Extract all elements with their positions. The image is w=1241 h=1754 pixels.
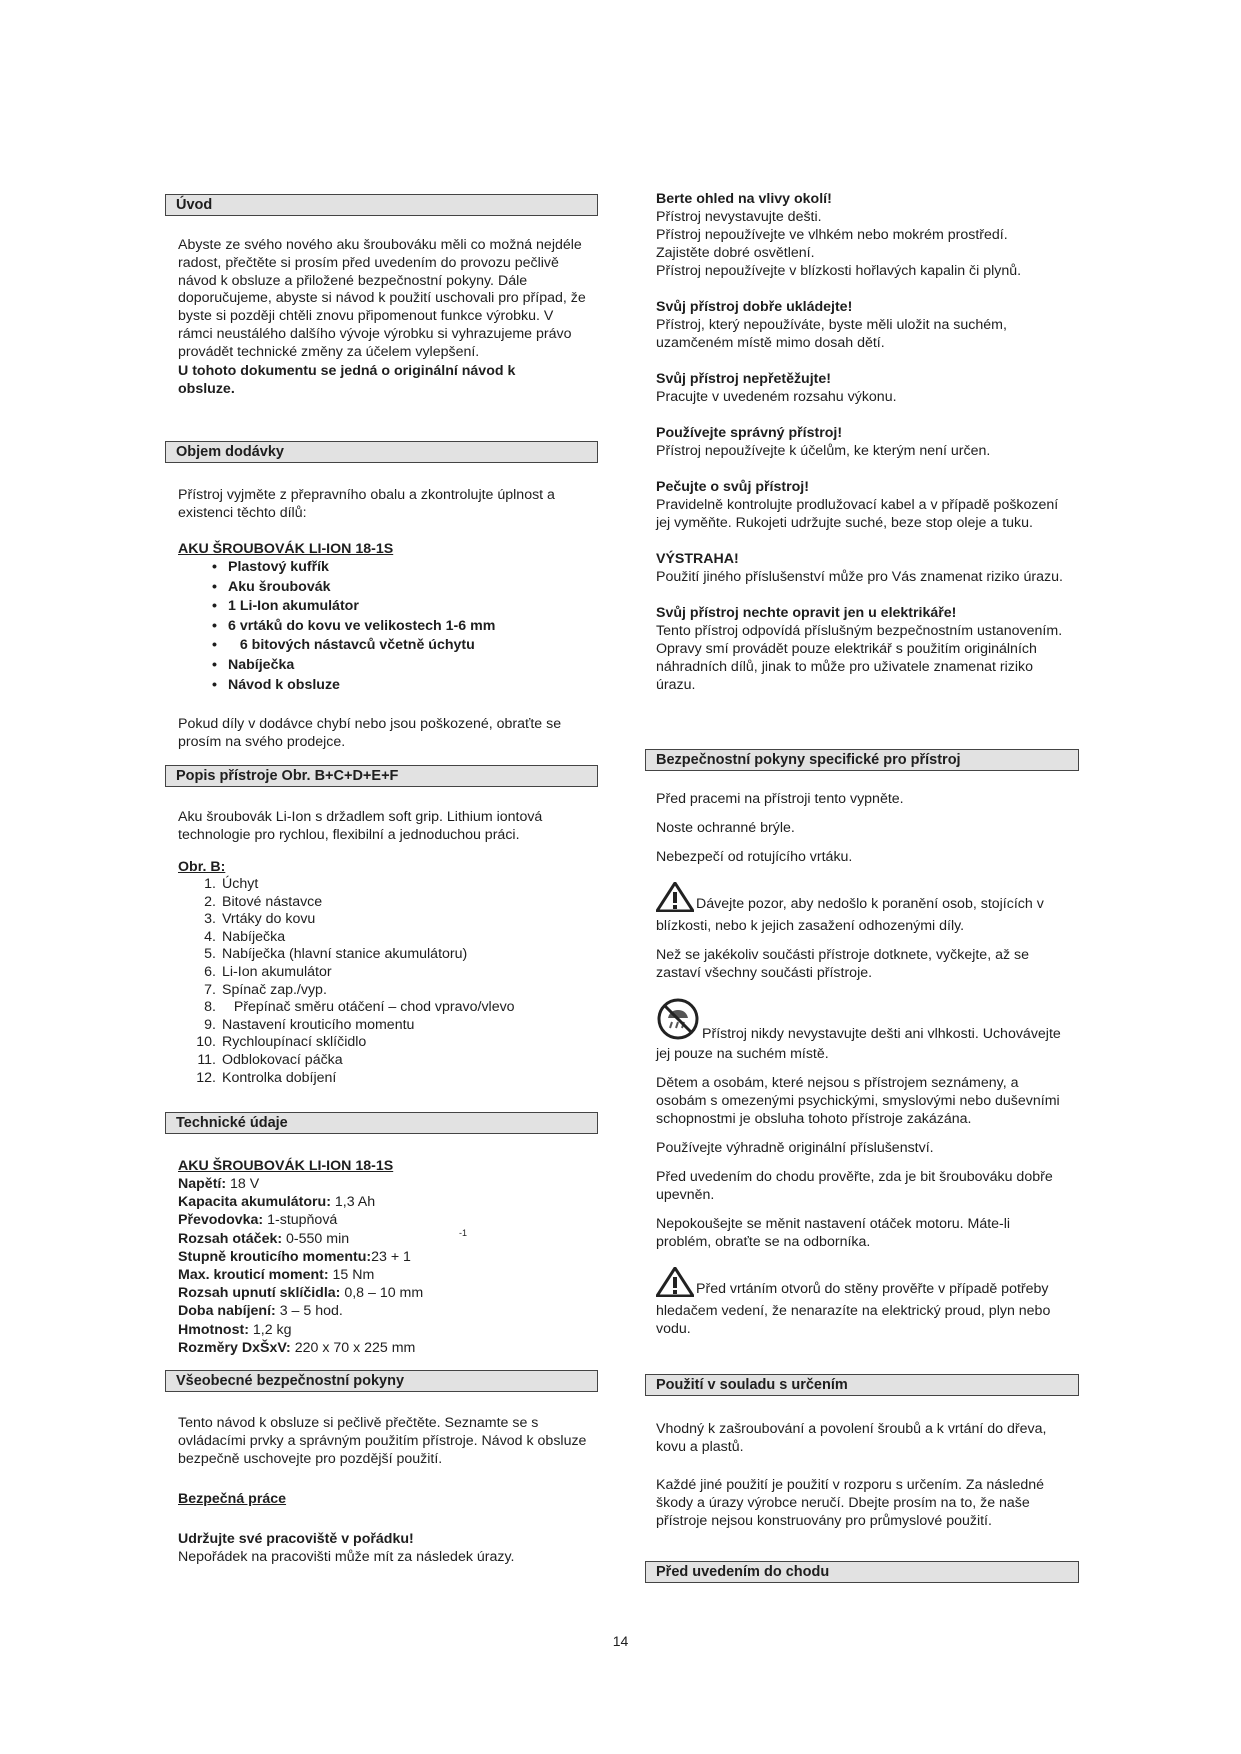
list-item: • Návod k obsluze [228,676,598,696]
spec-rain: Přístroj nikdy nevystavujte dešti ani vlhkosti. Uchovávejte jej pouze na suchém místě. [656,998,1068,1063]
objem-product-title: AKU ŠROUBOVÁK LI-ION 18-1S [178,541,394,557]
page-number: 14 [612,1633,629,1649]
section-heading-pouziti: Použití v souladu s určením [645,1374,1079,1396]
rule-heading: Svůj přístroj nepřetěžujte! [656,371,832,387]
rule-text: Přístroj, který nepoužíváte, byste měli uložit na suchém, uzamčeném místě mimo dosah dětí. [656,317,1007,351]
list-item: • Nabíječka [228,656,598,676]
popis-text: Aku šroubovák Li-Ion s držadlem soft grip. Lithium iontová technologie pro rychlou, flexibilní a jednoduchou práci. [178,809,543,843]
vseob-text: Tento návod k obsluze si pečlivě přečtěte. Seznamte se s ovládacími prvky a správným použitím přístroje. Návod k obsluze bezpečně uschovejte pro pozdější použití. [178,1415,587,1467]
no-rain-icon [656,998,700,1045]
tech-product-title: AKU ŠROUBOVÁK LI-ION 18-1S [178,1158,394,1174]
rule-heading: Používejte správný přístroj! [656,425,843,441]
uvod-section [178,237,598,398]
pouziti-section [656,1420,1068,1530]
spec-row: Rozměry DxŠxV: 220 x 70 x 225 mm [178,1339,416,1356]
rule-heading: Svůj přístroj dobře ukládejte! [656,299,853,315]
objem-section [178,486,598,751]
vseob-section [178,1414,598,1566]
section-heading-spec: Bezpečnostní pokyny specifické pro přístroj [645,749,1079,771]
rule-text: Použití jiného příslušenství může pro Vás znamenat riziko úrazu. [656,569,1063,585]
spec-p7: Před uvedením do chodu prověřte, zda je bit šroubováku dobře upevněn. [656,1169,1053,1203]
rule-text: Tento přístroj odpovídá příslušným bezpečnostním ustanovením. Opravy smí provádět pouze elektrikář s použitím originálních náhradních dílů, jinak to může pro uživatele znamenat riziko úrazu. [656,623,1063,693]
spec-p6: Používejte výhradně originální příslušenství. [656,1140,934,1156]
rule-heading: Berte ohled na vlivy okolí! [656,191,832,207]
section-heading-objem: Objem dodávky [165,441,598,463]
objem-outro: Pokud díly v dodávce chybí nebo jsou poškozené, obraťte se prosím na svého prodejce. [178,716,562,751]
rule-block [656,424,1068,460]
list-item: 7. Spínač zap./vyp. [204,981,327,998]
section-heading-vseob: Všeobecné bezpečnostní pokyny [165,1370,598,1392]
spec-p4: Než se jakékoliv součásti přístroje dotknete, vyčkejte, až se zastaví všechny součásti přístroje. [656,947,1029,981]
rule-text: Pravidelně kontrolujte prodlužovací kabel a v případě poškození jej vyměňte. Rukojeti udržujte suché, beze stop oleje a tuku. [656,497,1059,531]
spec-row: Kapacita akumulátoru: 1,3 Ah [178,1194,376,1211]
tech-section [178,1157,598,1357]
spec-warning-2: Před vrtáním otvorů do stěny prověřte v případě potřeby hledačem vedení, že nenarazíte na elektrický proud, plyn nebo vodu. [656,1267,1068,1338]
fig-b-label: Obr. B: [178,859,226,875]
rule-heading: Svůj přístroj nechte opravit jen u elektrikáře! [656,605,957,621]
uvod-original-note: U tohoto dokumentu se jedná o originální návod k obsluze. [178,362,516,397]
list-item: 12. Kontrolka dobíjení [196,1069,337,1086]
section-heading-tech: Technické údaje [165,1112,598,1134]
list-item: 8. Přepínač směru otáčení – chod vpravo/vlevo [204,999,515,1016]
delivery-list [178,558,598,695]
rule-text: Přístroj nevystavujte dešti. Přístroj nepoužívejte ve vlhkém nebo mokrém prostředí. Zajistěte dobré osvětlení. Přístroj nepoužívejte v blízkosti hořlavých kapalin či plynů. [656,209,1022,279]
keep-tidy-text: Nepořádek na pracovišti může mít za následek úrazy. [178,1549,515,1565]
list-item: 4. Nabíječka [204,928,286,945]
rule-text: Pracujte v uvedeném rozsahu výkonu. [656,389,897,405]
uvod-text: Abyste ze svého nového aku šroubováku měli co možná nejdéle radost, přečtěte si prosím před uvedením do provozu pečlivě návod k obsluze a přiložené bezpečnostní pokyny. Dále doporučujeme, abyste si návod k použití uschovali pro případ, že byste si později chtěli znovu připomenout funkce výrobku. V rámci neustálého dalšího vývoje výrobku si vyhrazujeme právo provádět technické změny za účelem vylepšení. [178,237,586,360]
list-item: 2. Bitové nástavce [204,893,323,910]
spec-row: Rozsah upnutí sklíčidla: 0,8 – 10 mm [178,1285,424,1302]
rule-block [656,370,1068,406]
spec-row: Hmotnost: 1,2 kg [178,1321,292,1338]
spec-warning-1: Dávejte pozor, aby nedošlo k poranění osob, stojících v blízkosti, nebo k jejich zasažení odhozenými díly. [656,882,1068,935]
rule-block [656,604,1068,694]
list-item: • 6 bitových nástavců včetně úchytu [228,636,598,656]
keep-tidy-heading: Udržujte své pracoviště v pořádku! [178,1531,414,1547]
list-item: • 6 vrtáků do kovu ve velikostech 1-6 mm [228,617,598,637]
rule-heading: VÝSTRAHA! [656,551,739,567]
list-item: 11. Odblokovací páčka [197,1051,343,1068]
spec-p5: Dětem a osobám, které nejsou s přístrojem seznámeny, a osobám s omezenými psychickými, smyslovými nebo duševními schopnostmi je obsluha tohoto přístroje zakázána. [656,1075,1060,1127]
spec-row: Doba nabíjení: 3 – 5 hod. [178,1303,343,1320]
section-heading-popis: Popis přístroje Obr. B+C+D+E+F [165,765,598,787]
right-top-section [656,190,1068,694]
list-item: 5. Nabíječka (hlavní stanice akumulátoru) [204,946,468,963]
spec-p1: Před pracemi na přístroji tento vypněte. [656,791,904,807]
spec-row: Rozsah otáček: 0-550 min [178,1230,350,1247]
pouziti-p1: Vhodný k zašroubování a povolení šroubů a k vrtání do dřeva, kovu a plastů. [656,1421,1047,1455]
list-item: • Plastový kufřík [228,558,598,578]
warning-icon [656,882,694,917]
objem-intro: Přístroj vyjměte z přepravního obalu a zkontrolujte úplnost a existenci těchto dílů: [178,487,555,521]
spec-row: Napětí: 18 V [178,1176,260,1192]
safe-work-subheading: Bezpečná práce [178,1491,287,1507]
spec-section [656,790,1068,1338]
list-item: 3. Vrtáky do kovu [204,911,316,928]
list-item: 10. Rychloupínací sklíčidlo [196,1034,367,1051]
list-item: • Aku šroubovák [228,578,598,598]
list-item: 6. Li-Ion akumulátor [204,963,332,980]
pouziti-p2: Každé jiné použití je použití v rozporu s určením. Za následné škody a úrazy výrobce neručí. Dbejte prosím na to, že naše přístroje nejsou konstruovány pro průmyslové použití. [656,1477,1045,1529]
rule-text: Přístroj nepoužívejte k účelům, ke kterým není určen. [656,443,991,459]
list-item: • 1 Li-Ion akumulátor [228,597,598,617]
spec-row: Max. krouticí moment: 15 Nm [178,1267,375,1284]
warning-icon [656,1267,694,1302]
rule-block [656,550,1068,586]
section-heading-uvod: Úvod [165,194,598,216]
parts-list [178,876,598,1087]
spec-p8: Nepokoušejte se měnit nastavení otáček motoru. Máte-li problém, obraťte se na odborníka. [656,1216,1011,1250]
rule-heading: Pečujte o svůj přístroj! [656,479,809,495]
rule-block [656,478,1068,532]
section-heading-uvedeni: Před uvedením do chodu [645,1561,1079,1583]
list-item: 1. Úchyt [204,876,259,892]
spec-p2: Noste ochranné brýle. [656,820,795,836]
spec-row: Stupně krouticího momentu:23 + 1 [178,1248,411,1265]
list-item: 9. Nastavení krouticího momentu [204,1016,415,1033]
rule-block [656,298,1068,352]
spec-row: Převodovka: 1-stupňová [178,1212,338,1229]
rule-block [656,190,1068,280]
popis-section [178,808,598,1087]
superscript-note: -1 [459,1228,468,1238]
spec-p3: Nebezpečí od rotujícího vrtáku. [656,849,853,865]
